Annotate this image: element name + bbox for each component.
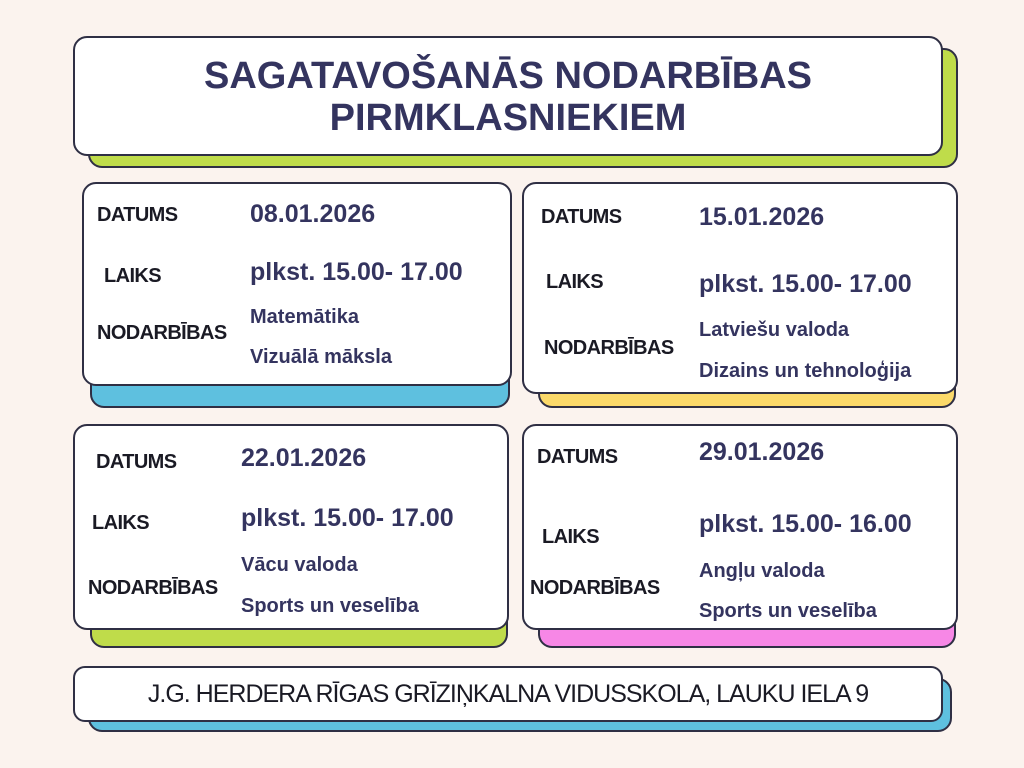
activity-item: Sports un veselība	[241, 595, 419, 617]
session-card-2	[522, 182, 958, 394]
time-label: LAIKS	[542, 526, 600, 548]
session-time: plkst. 15.00- 17.00	[699, 270, 912, 298]
session-time: plkst. 15.00- 17.00	[241, 504, 454, 532]
activities-label: NODARBĪBAS	[544, 337, 674, 359]
date-label: DATUMS	[541, 206, 622, 228]
page-title-line1: SAGATAVOŠANĀS NODARBĪBAS	[203, 55, 813, 97]
time-label: LAIKS	[546, 271, 604, 293]
activity-item: Sports un veselība	[699, 600, 877, 622]
activity-item: Dizains un tehnoloģija	[699, 360, 912, 382]
activity-item: Latviešu valoda	[699, 319, 850, 341]
session-date: 15.01.2026	[699, 203, 825, 231]
activity-item: Vizuālā māksla	[250, 346, 392, 368]
date-label: DATUMS	[537, 446, 618, 468]
session-date: 22.01.2026	[241, 444, 367, 472]
date-label: DATUMS	[96, 451, 177, 473]
session-time: plkst. 15.00- 16.00	[699, 510, 912, 538]
activity-item: Vācu valoda	[241, 554, 358, 576]
session-time: plkst. 15.00- 17.00	[250, 258, 463, 286]
session-date: 08.01.2026	[250, 200, 376, 228]
activities-label: NODARBĪBAS	[97, 322, 227, 344]
session-card-1	[82, 182, 512, 386]
activity-item: Angļu valoda	[699, 560, 825, 582]
session-date: 29.01.2026	[699, 438, 825, 466]
activity-item: Matemātika	[250, 306, 359, 328]
title-banner	[73, 36, 943, 156]
footer-banner	[73, 666, 943, 722]
time-label: LAIKS	[104, 265, 162, 287]
session-card-4	[522, 424, 958, 630]
time-label: LAIKS	[92, 512, 150, 534]
activities-label: NODARBĪBAS	[530, 577, 660, 599]
page-title-line2: PIRMKLASNIEKIEM	[329, 97, 687, 139]
date-label: DATUMS	[97, 204, 178, 226]
school-address: J.G. HERDERA RĪGAS GRĪZIŅKALNA VIDUSSKOLA, LAUKU IELA 9	[147, 680, 869, 708]
session-card-3	[73, 424, 509, 630]
activities-label: NODARBĪBAS	[88, 577, 218, 599]
